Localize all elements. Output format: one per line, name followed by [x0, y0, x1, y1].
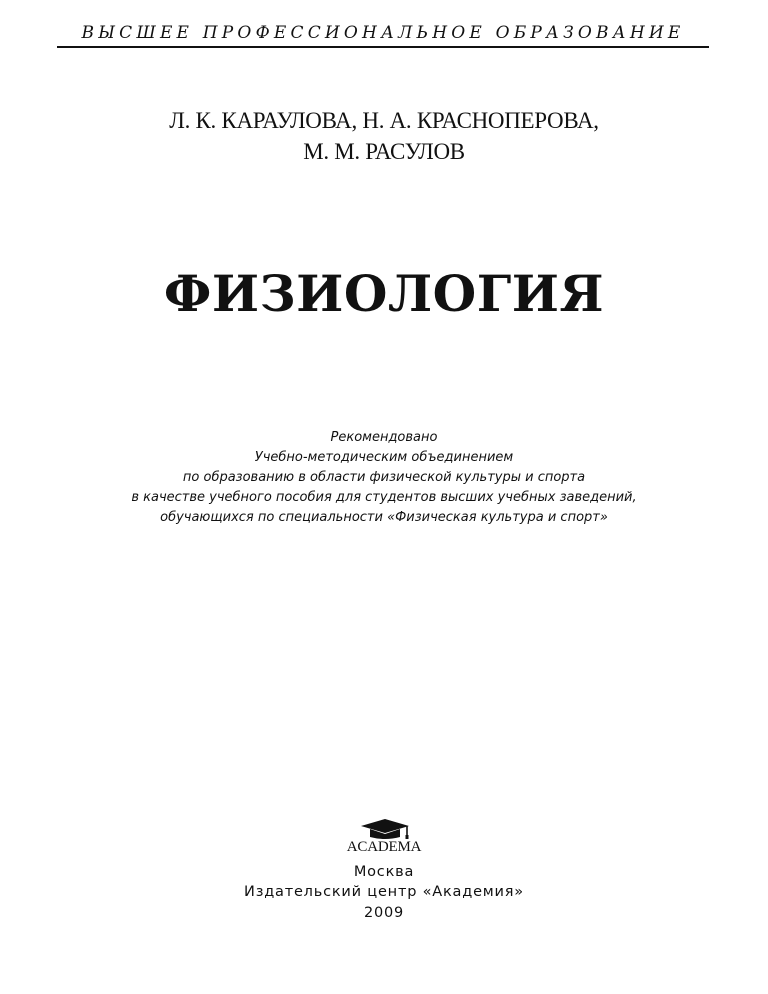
publisher-logo [338, 818, 430, 858]
recommendation-line-2: Учебно-методическим объединением [254, 450, 514, 465]
series-rule [57, 46, 709, 48]
authors-line-2: М. М. РАСУЛОВ [303, 139, 465, 164]
recommendation-line-3: по образованию в области физической культуры и спорта [182, 470, 586, 485]
imprint-publisher: Издательский центр «Академия» [244, 884, 524, 900]
recommendation-line-4: в качестве учебного пособия для студентов высших учебных заведений, [131, 490, 637, 505]
imprint-city: Москва [353, 864, 415, 880]
series-heading: ВЫСШЕЕ ПРОФЕССИОНАЛЬНОЕ ОБРАЗОВАНИЕ [81, 23, 685, 43]
recommendation-line-1: Рекомендовано [330, 430, 438, 445]
book-title: ФИЗИОЛОГИЯ [163, 264, 605, 323]
recommendation-line-5: обучающихся по специальности «Физическая культура и спорт» [160, 510, 608, 525]
authors-line-1: Л. К. КАРАУЛОВА, Н. А. КРАСНОПЕРОВА, [169, 108, 599, 133]
imprint-year: 2009 [363, 905, 405, 921]
academic-cap-icon [358, 818, 412, 840]
logo-text: ACADEMA [346, 839, 422, 855]
